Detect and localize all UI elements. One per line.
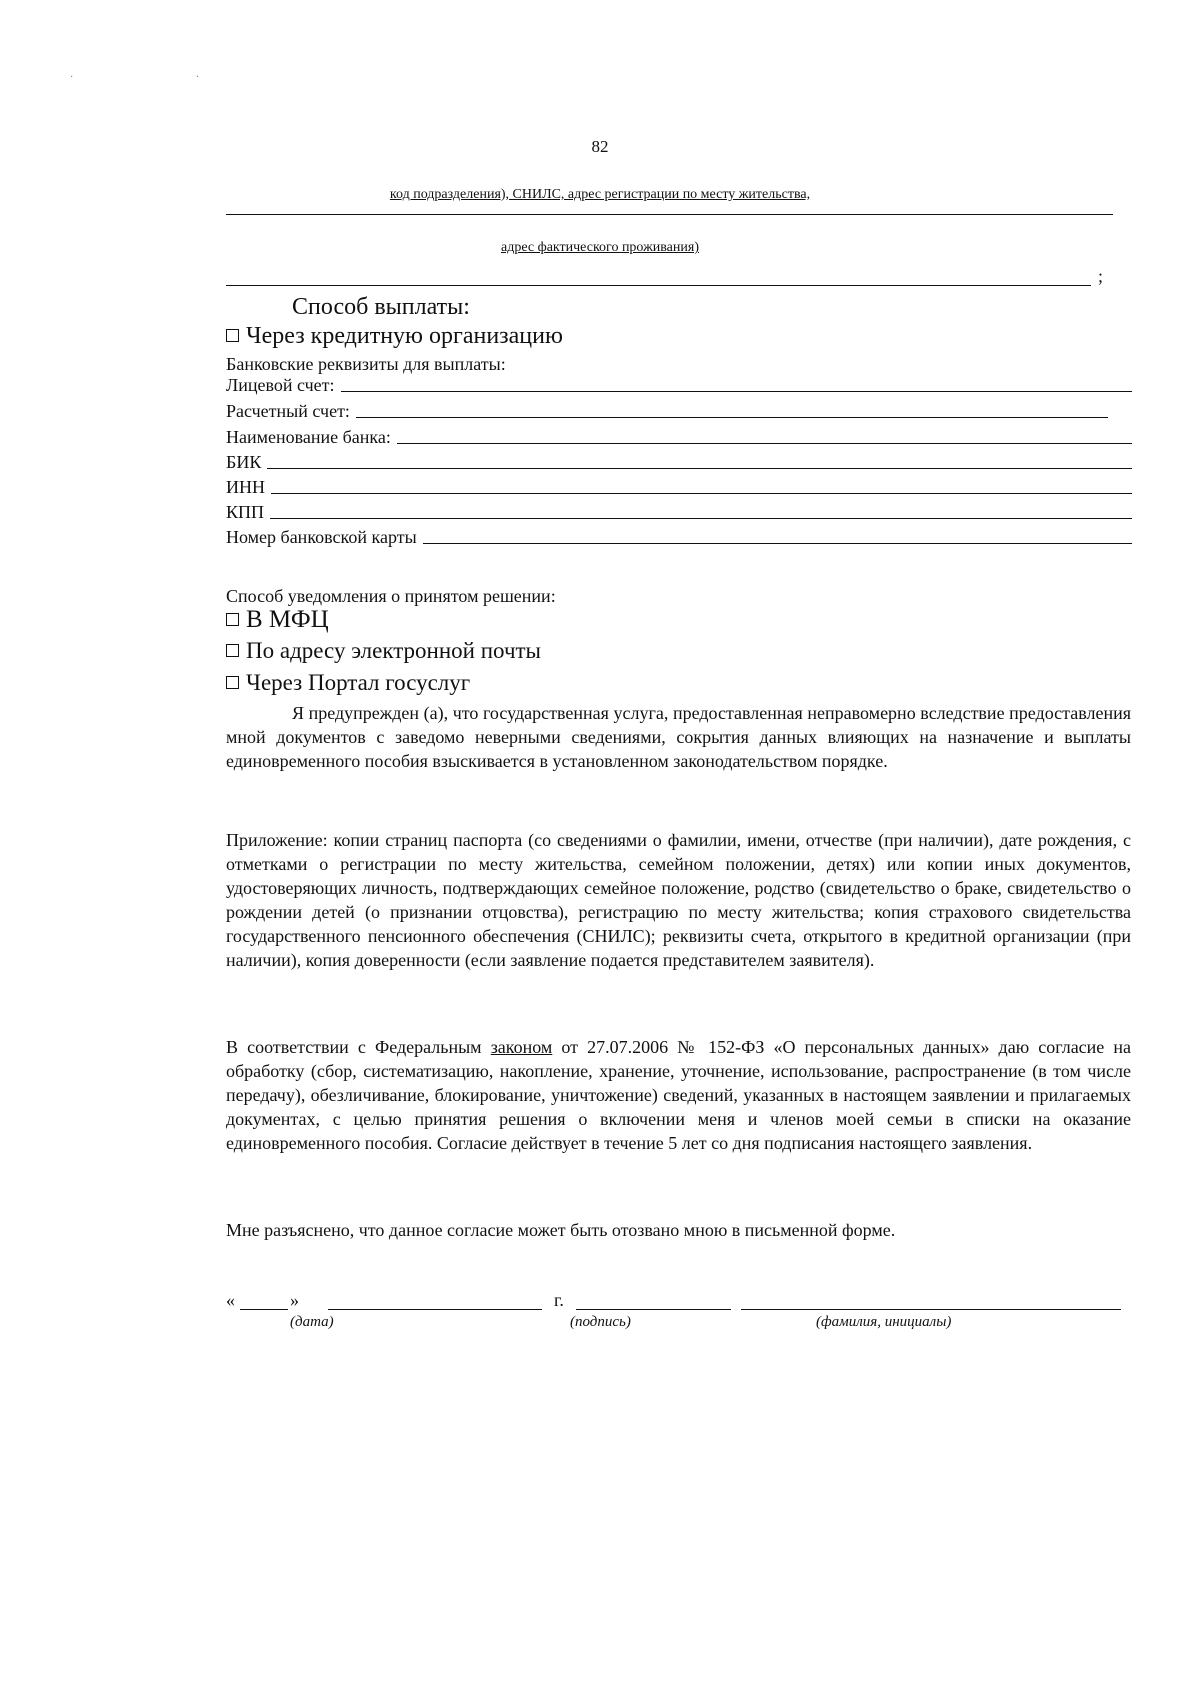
- consent-text-rest: от 27.07.2006 № 152-ФЗ «О персональных данных» даю согласие на обработку (сбор, систематизацию, накопление, хранение, уточнение, использование, распространение (в том числе передачу), обезличивание, блокирование, уничтожение) сведений, указанных в настоящем заявлении и прилагаемых документах, с целью принятия решения о включении меня и членов моей семьи в списки на оказание единовременного пособия. Согласие действует в течение 5 лет со дня подписания настоящего заявления.: [226, 1037, 1132, 1153]
- day-input-line[interactable]: [240, 1309, 288, 1310]
- fill-line[interactable]: [356, 417, 1108, 418]
- field-kpp[interactable]: [226, 502, 1132, 523]
- fill-line[interactable]: [271, 493, 1132, 494]
- address-line-1[interactable]: [226, 214, 1113, 215]
- payment-option-bank[interactable]: [226, 323, 563, 350]
- id-caption: код подразделения), СНИЛС, адрес регистрации по месту жительства,: [389, 187, 811, 202]
- checkbox-icon[interactable]: [226, 644, 239, 657]
- field-settlement-account[interactable]: [226, 401, 1108, 422]
- field-label: Расчетный счет:: [226, 401, 350, 421]
- fill-line[interactable]: [397, 443, 1132, 444]
- fill-line[interactable]: [341, 391, 1132, 392]
- fill-line[interactable]: [267, 468, 1132, 469]
- page-number: 82: [591, 137, 609, 156]
- field-bik[interactable]: [226, 452, 1132, 473]
- field-label: Номер банковской карты: [226, 527, 417, 547]
- date-caption: (дата): [290, 1314, 334, 1330]
- field-card-number[interactable]: [226, 527, 1132, 548]
- field-bank-name[interactable]: [226, 427, 1132, 448]
- fill-line[interactable]: [270, 518, 1132, 519]
- checkbox-icon[interactable]: [226, 329, 239, 342]
- name-caption: (фамилия, инициалы): [816, 1314, 952, 1330]
- notification-option-label: Через Портал госуслуг: [246, 670, 471, 695]
- signature-input-line[interactable]: [576, 1309, 731, 1310]
- notification-option-mfc[interactable]: [226, 606, 329, 634]
- year-mark: г.: [554, 1290, 564, 1310]
- scan-specks: · ·: [70, 72, 260, 83]
- checkbox-icon[interactable]: [226, 676, 239, 689]
- revoke-paragraph: Мне разъяснено, что данное согласие может быть отозвано мною в письменной форме.: [226, 1220, 896, 1240]
- checkbox-icon[interactable]: [226, 613, 239, 626]
- payment-option-label: Через кредитную организацию: [246, 323, 563, 349]
- notification-option-email[interactable]: [226, 638, 541, 664]
- field-label: БИК: [226, 452, 262, 472]
- field-label: Наименование банка:: [226, 427, 391, 447]
- annex-paragraph: Приложение: копии страниц паспорта (со сведениями о фамилии, имени, отчестве (при наличии), дате рождения, с отметками о регистрации по месту жительства, семейном положении, детях) или копии иных документов, удостоверяющих личность, подтверждающих семейное положение, родство (свидетельство о браке, свидетельство о рождении детей (о признании отцовства), регистрацию по месту жительства; копия страхового свидетельства государственного пенсионного обеспечения (СНИЛС); реквизиты счета, открытого в кредитной организации (при наличии), копия доверенности (если заявление подается представителем заявителя).: [226, 830, 1131, 970]
- notification-option-label: По адресу электронной почты: [246, 638, 542, 663]
- field-personal-account[interactable]: [226, 375, 1132, 396]
- payment-method-title: Способ выплаты:: [292, 294, 470, 320]
- signature-block: [226, 1290, 1132, 1350]
- field-label: ИНН: [226, 477, 265, 497]
- consent-paragraph: [226, 1035, 1131, 1155]
- date-open-quote: «: [226, 1290, 235, 1310]
- signature-caption: (подпись): [570, 1314, 631, 1330]
- notification-option-portal[interactable]: [226, 670, 470, 696]
- field-label: КПП: [226, 502, 265, 522]
- bank-details-title: Банковские реквизиты для выплаты:: [226, 354, 506, 374]
- notification-option-label: В МФЦ: [246, 606, 329, 633]
- name-input-line[interactable]: [741, 1309, 1121, 1310]
- field-inn[interactable]: [226, 477, 1132, 498]
- field-label: Лицевой счет:: [226, 375, 335, 395]
- law-link[interactable]: законом: [490, 1037, 553, 1057]
- address-line-2[interactable]: [226, 285, 1091, 286]
- consent-text-start: В соответствии с Федеральным: [226, 1037, 491, 1057]
- month-input-line[interactable]: [328, 1309, 542, 1310]
- address-caption: адрес фактического проживания): [501, 240, 699, 255]
- notification-title: Способ уведомления о принятом решении:: [226, 586, 556, 606]
- warning-paragraph: Я предупрежден (а), что государственная услуга, предоставленная неправомерно вследствие предоставления мной документов с заведомо неверными сведениями, сокрытия данных влияющих на назначение и выплаты единовременного пособия взыскивается в установленном законодательством порядке.: [226, 703, 1131, 771]
- date-close-quote: »: [290, 1290, 299, 1310]
- fill-line[interactable]: [423, 543, 1132, 544]
- address-end-mark: ;: [1098, 266, 1104, 286]
